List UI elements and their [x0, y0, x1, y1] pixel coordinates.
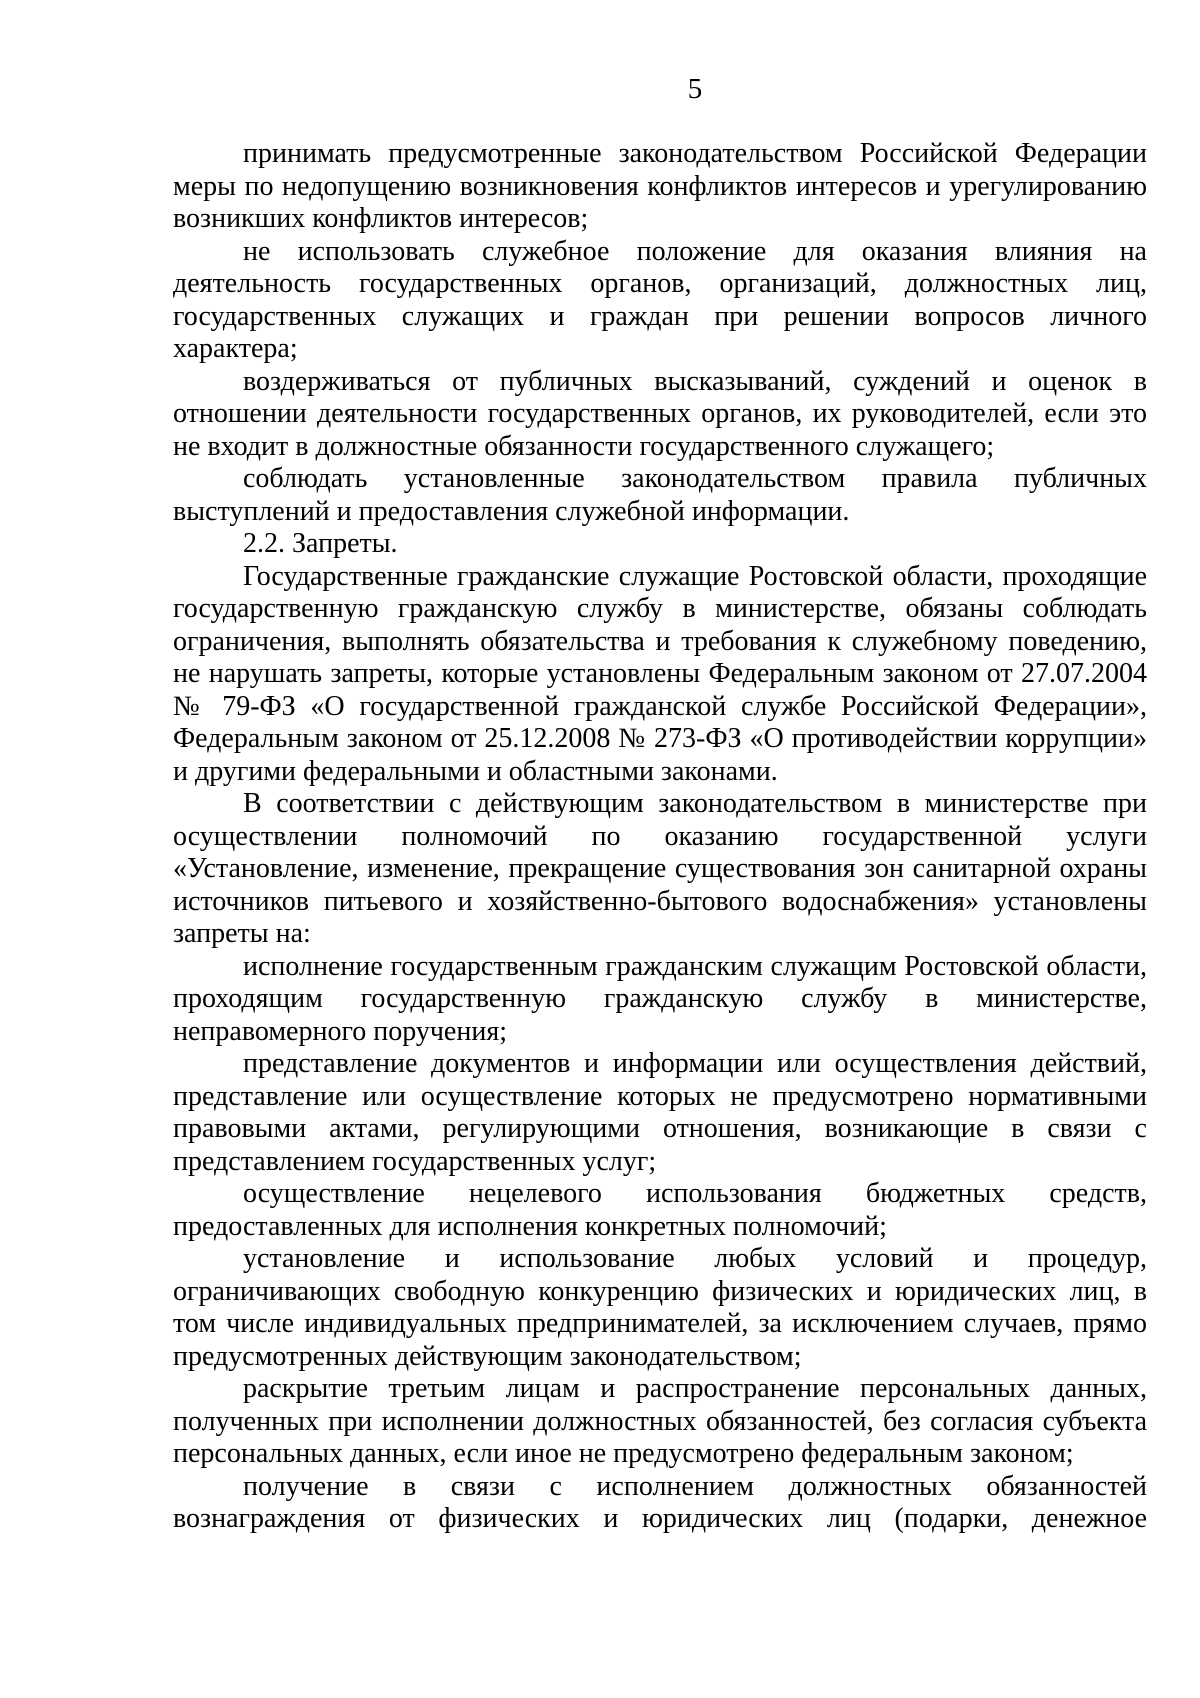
list-item-competition-restriction: установление и использование любых условий и процедур, ограничивающих свободную конкуренцию физических и юридических лиц, в том числе индивидуальных предпринимателей, за исключением случаев, прямо предусмотренных действующим законодательством;	[173, 1243, 1147, 1372]
list-item-remuneration: получение в связи с исполнением должностных обязанностей вознаграждения от физических и юридических лиц (подарки, денежное	[173, 1470, 1147, 1534]
paragraph-conflict-of-interest: принимать предусмотренные законодательством Российской Федерации меры по недопущению возникновения конфликтов интересов и урегулированию возникших конфликтов интересов;	[173, 138, 1147, 234]
paragraph-public-statements: воздерживаться от публичных высказываний, суждений и оценок в отношении деятельности государственных органов, их руководителей, если это не входит в должностные обязанности государственного служащего;	[173, 365, 1147, 462]
paragraph-service-prohibitions-intro: В соответствии с действующим законодательством в министерстве при осуществлении полномочий по оказанию государственной услуги «Установление, изменение, прекращение существования зон санитарной охраны источников питьевого и хозяйственно-бытового водоснабжения» установлены запреты на:	[173, 788, 1147, 949]
list-item-budget-misuse: осуществление нецелевого использования бюджетных средств, предоставленных для исполнения конкретных полномочий;	[173, 1178, 1147, 1242]
list-item-personal-data-disclosure: раскрытие третьим лицам и распространение персональных данных, полученных при исполнении должностных обязанностей, без согласия субъекта персональных данных, если иное не предусмотрено федеральным законом;	[173, 1373, 1147, 1469]
section-heading-prohibitions: 2.2. Запреты.	[243, 528, 398, 559]
list-item-unlawful-order: исполнение государственным гражданским служащим Ростовской области, проходящим государственную гражданскую службу в министерстве, неправомерного поручения;	[173, 950, 1147, 1047]
page-number: 5	[687, 73, 703, 105]
paragraph-civil-servants-obligations: Государственные гражданские служащие Ростовской области, проходящие государственную гражданскую службу в министерстве, обязаны соблюдать ограничения, выполнять обязательства и требования к служебному поведению, не нарушать запреты, которые установлены Федеральным законом от 27.07.2004 № 79-ФЗ «О государственной гражданской службе Российской Федерации», Федеральным законом от 25.12.2008 № 273-ФЗ «О противодействии коррупции» и другими федеральными и областными законами.	[173, 560, 1147, 787]
paragraph-public-speaking-rules: соблюдать установленные законодательством правила публичных выступлений и предоставления служебной информации.	[173, 463, 1147, 527]
paragraph-official-position: не использовать служебное положение для оказания влияния на деятельность государственных органов, организаций, должностных лиц, государственных служащих и граждан при решении вопросов личного характера;	[173, 235, 1147, 364]
list-item-documents-request: представление документов и информации или осуществления действий, представление или осуществление которых не предусмотрено нормативными правовыми актами, регулирующими отношения, возникающие в связи с представлением государственных услуг;	[173, 1048, 1147, 1177]
document-body	[173, 138, 1147, 1536]
